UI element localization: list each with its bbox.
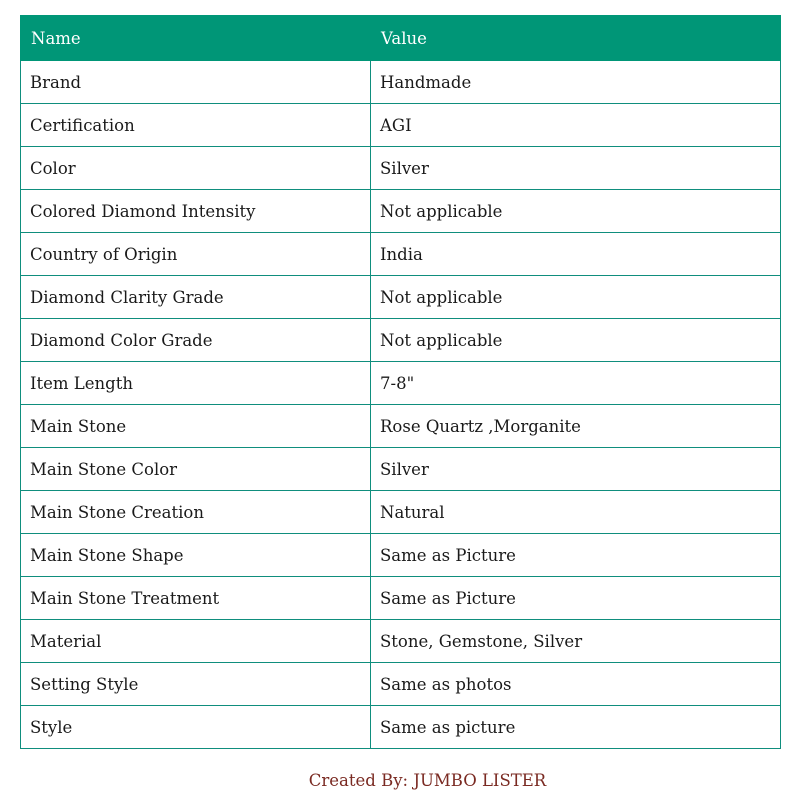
row-name: Colored Diamond Intensity <box>21 190 371 233</box>
table-row <box>21 104 781 147</box>
table-row <box>21 491 781 534</box>
table-header <box>21 16 781 61</box>
table-row <box>21 362 781 405</box>
row-name: Diamond Clarity Grade <box>21 276 371 319</box>
table-body <box>21 61 781 749</box>
row-name: Main Stone Color <box>21 448 371 491</box>
table-row <box>21 147 781 190</box>
row-name: Main Stone Creation <box>21 491 371 534</box>
row-name: Style <box>21 706 371 749</box>
row-value: Same as photos <box>371 663 781 706</box>
row-name: Main Stone Shape <box>21 534 371 577</box>
row-value: Not applicable <box>371 190 781 233</box>
table-row <box>21 706 781 749</box>
row-value: AGI <box>371 104 781 147</box>
row-value: Same as picture <box>371 706 781 749</box>
spec-sheet <box>20 15 780 749</box>
row-value: Not applicable <box>371 276 781 319</box>
row-value: Handmade <box>371 61 781 104</box>
table-row <box>21 233 781 276</box>
row-name: Certification <box>21 104 371 147</box>
row-value: Rose Quartz ,Morganite <box>371 405 781 448</box>
row-name: Country of Origin <box>21 233 371 276</box>
table-row <box>21 620 781 663</box>
row-value: Silver <box>371 147 781 190</box>
row-value: Natural <box>371 491 781 534</box>
table-row <box>21 448 781 491</box>
row-name: Item Length <box>21 362 371 405</box>
table-row <box>21 663 781 706</box>
header-value: Value <box>371 16 781 61</box>
row-name: Color <box>21 147 371 190</box>
row-value: Stone, Gemstone, Silver <box>371 620 781 663</box>
row-name: Main Stone <box>21 405 371 448</box>
header-row <box>21 16 781 61</box>
row-name: Diamond Color Grade <box>21 319 371 362</box>
row-name: Setting Style <box>21 663 371 706</box>
table-row <box>21 190 781 233</box>
header-name: Name <box>21 16 371 61</box>
table-row <box>21 577 781 620</box>
table-row <box>21 405 781 448</box>
row-name: Brand <box>21 61 371 104</box>
row-value: Not applicable <box>371 319 781 362</box>
table-row <box>21 534 781 577</box>
creator-credit: Created By: JUMBO LISTER <box>308 771 547 790</box>
table-row <box>21 61 781 104</box>
row-name: Main Stone Treatment <box>21 577 371 620</box>
row-value: 7-8" <box>371 362 781 405</box>
row-value: India <box>371 233 781 276</box>
table-row <box>21 276 781 319</box>
row-value: Same as Picture <box>371 577 781 620</box>
item-specifics-table <box>20 15 781 749</box>
row-value: Silver <box>371 448 781 491</box>
table-row <box>21 319 781 362</box>
row-value: Same as Picture <box>371 534 781 577</box>
row-name: Material <box>21 620 371 663</box>
